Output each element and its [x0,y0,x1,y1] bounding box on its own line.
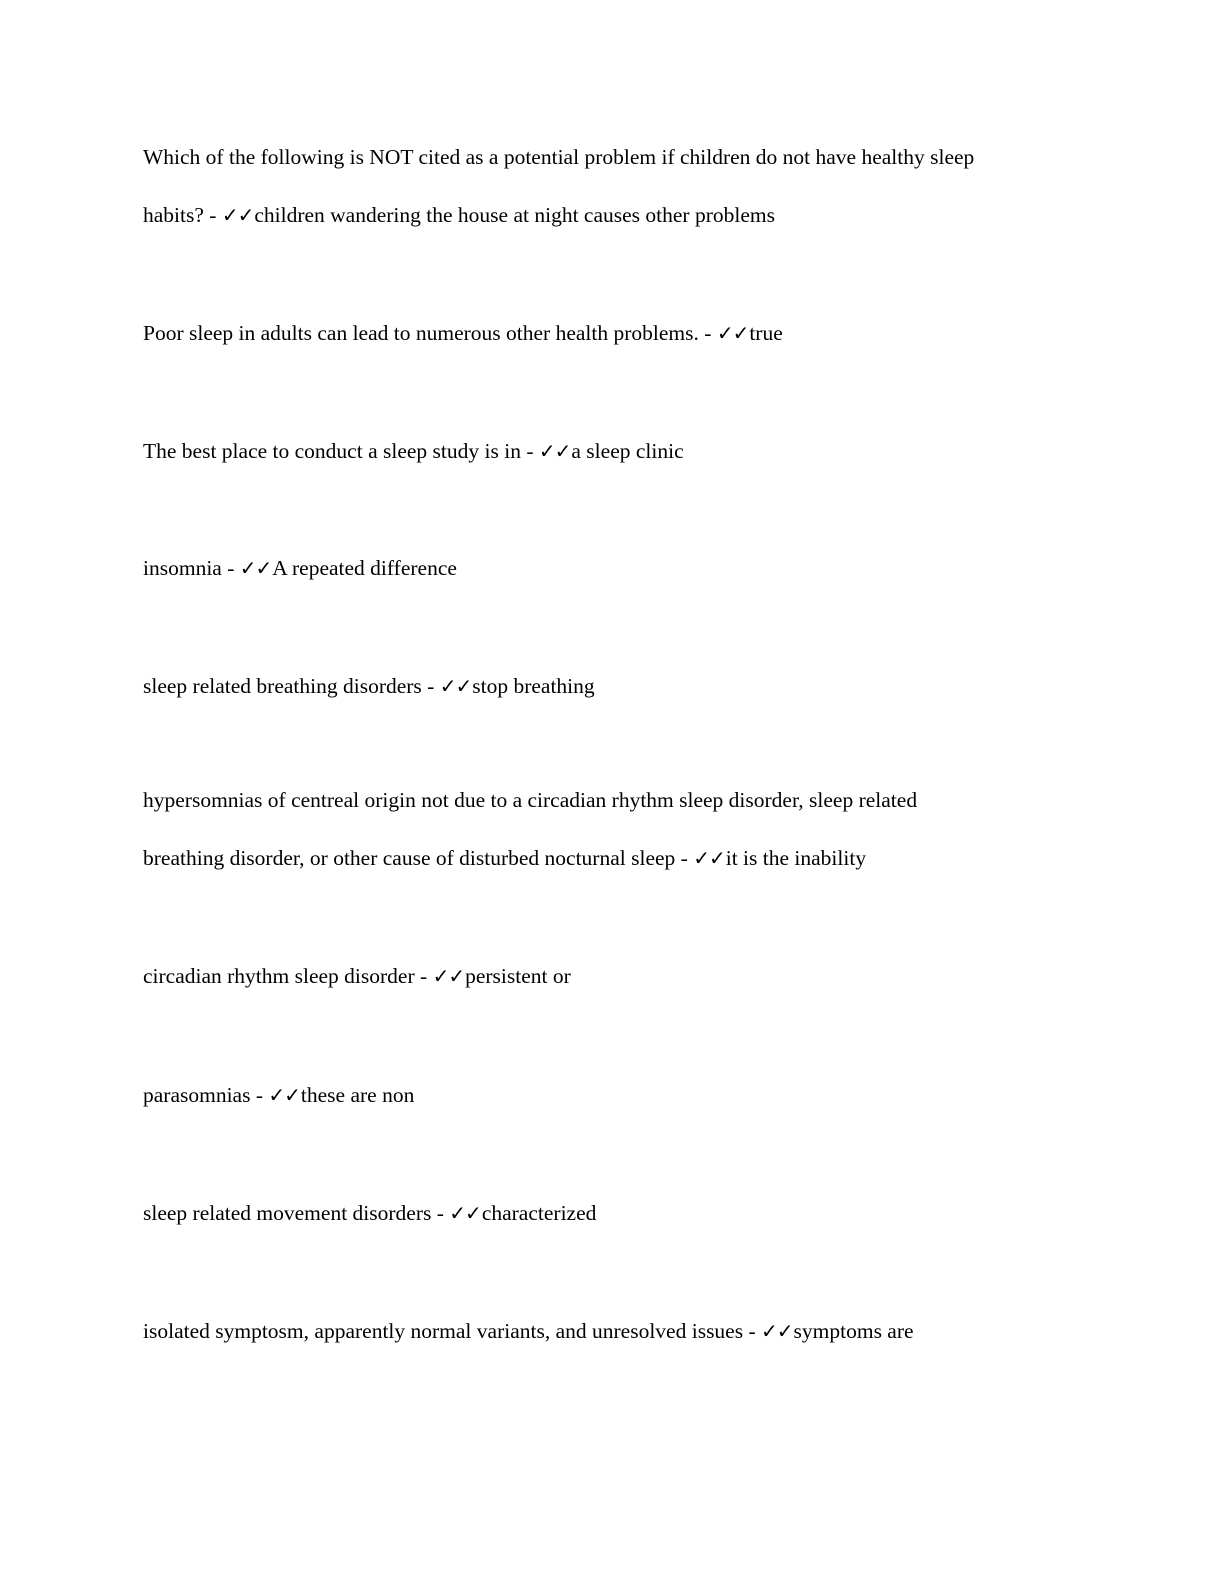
question-text: breathing disorder, or other cause of disturbed nocturnal sleep [143,846,676,870]
question-text: isolated symptosm, apparently normal variants, and unresolved issues [143,1319,744,1343]
qa-entry [143,422,1083,480]
double-check-icon: ✓✓ [693,846,725,870]
answer-text: persistent or [465,964,571,988]
qa-entry [143,657,1083,715]
qa-line [143,539,1083,597]
question-text: The best place to conduct a sleep study is in [143,439,521,463]
answer-text: A repeated difference [272,556,457,580]
separator: - [221,556,240,580]
answer-text: a sleep clinic [571,439,684,463]
separator: - [421,674,440,698]
answer-text: symptoms are [793,1319,914,1343]
qa-line [143,1184,1083,1242]
separator: - [250,1083,269,1107]
qa-line [143,304,1083,362]
double-check-icon: ✓✓ [716,321,749,345]
qa-entry [143,128,1083,244]
separator: - [698,321,717,345]
answer-text: stop breathing [472,674,595,698]
double-check-icon: ✓✓ [268,1083,300,1107]
qa-line [143,1066,1083,1124]
question-text: sleep related movement disorders [143,1201,432,1225]
qa-entry [143,1184,1083,1242]
qa-line [143,657,1083,715]
separator: - [743,1319,762,1343]
answer-text: true [749,321,783,345]
qa-entry [143,1302,1083,1360]
qa-entry [143,304,1083,362]
question-text: Which of the following is NOT cited as a potential problem if children do not have healthy sleep [143,145,975,169]
double-check-icon: ✓✓ [239,556,272,580]
qa-entry [143,1066,1083,1124]
separator: - [520,439,539,463]
qa-entry [143,947,1083,1005]
question-text: insomnia [143,556,222,580]
qa-line [143,947,1083,1005]
double-check-icon: ✓✓ [432,964,465,988]
qa-entry [143,771,1083,887]
separator: - [675,846,694,870]
question-text: Poor sleep in adults can lead to numerous other health problems. [143,321,699,345]
double-check-icon: ✓✓ [221,203,254,227]
qa-entry [143,539,1083,597]
qa-line [143,422,1083,480]
double-check-icon: ✓✓ [449,1201,481,1225]
double-check-icon: ✓✓ [439,674,472,698]
question-text: parasomnias [143,1083,251,1107]
answer-text: it is the inability [725,846,867,870]
question-text: circadian rhythm sleep disorder [143,964,415,988]
answer-text: children wandering the house at night causes other problems [254,203,775,227]
separator: - [203,203,222,227]
double-check-icon: ✓✓ [761,1319,793,1343]
answer-text: characterized [481,1201,597,1225]
question-text: sleep related breathing disorders [143,674,422,698]
double-check-icon: ✓✓ [538,439,571,463]
separator: - [414,964,433,988]
answer-text: these are non [300,1083,415,1107]
question-text: habits? [143,203,204,227]
question-text: hypersomnias of centreal origin not due to a circadian rhythm sleep disorder, sleep related [143,788,918,812]
qa-line [143,186,1083,244]
separator: - [431,1201,450,1225]
qa-line [143,829,1083,887]
qa-line [143,1302,1083,1360]
